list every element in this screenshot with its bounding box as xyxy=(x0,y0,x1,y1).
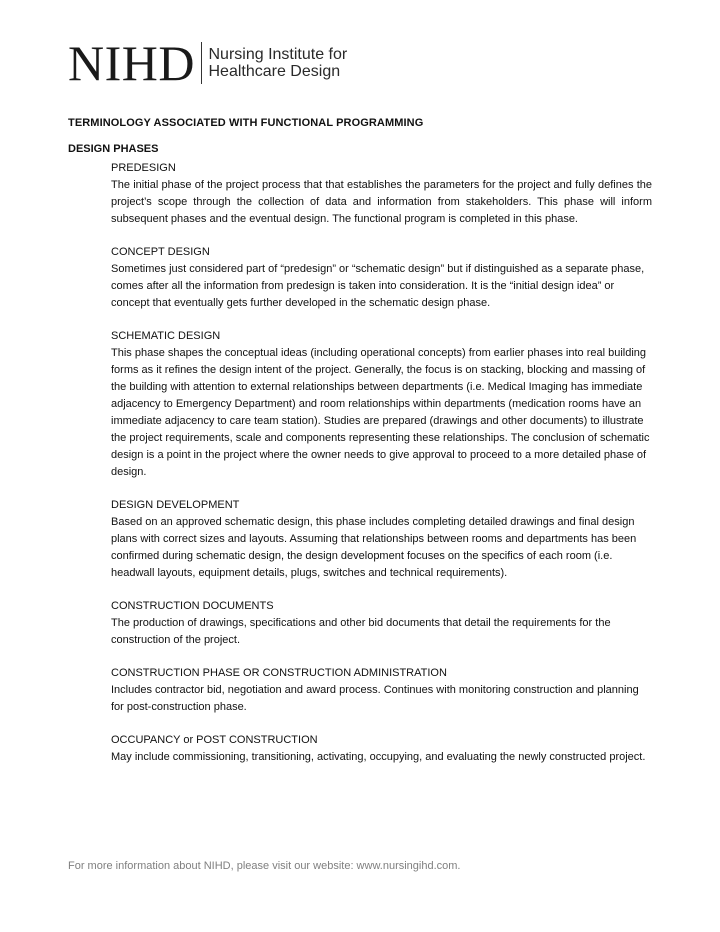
document-title: TERMINOLOGY ASSOCIATED WITH FUNCTIONAL PROGRAMMING xyxy=(68,117,424,129)
logo-line-1: Nursing Institute for xyxy=(208,46,348,63)
phase-description: Based on an approved schematic design, this phase includes completing detailed drawings and final design plans with correct sizes and layouts. Assuming that relationships between rooms and departments has been confirmed during schematic design, the design development focuses on the specifics of each room (i.e. headwall layouts, equipment details, plugs, switches and technical requirements). xyxy=(111,516,637,579)
logo-mark: NIHD xyxy=(68,35,195,91)
phase-description: This phase shapes the conceptual ideas (including operational concepts) from earlier phases into real building forms as it refines the design intent of the project. Generally, the focus is on stacking, blocking and massing of the building with attention to external relationships between departments (i.e. Medical Imaging has immediate adjacency to Emergency Department) and room relationships within departments (medication rooms have an immediate adjacency to care team station). Studies are prepared (drawings and other documents) to illustrate the project requirements, scale and components representing these relationships. The conclusion of schematic design is a point in the project where the owner needs to give approval to proceed to a more detailed phase of design. xyxy=(111,347,650,478)
phase-construction-documents xyxy=(111,598,652,649)
logo-text xyxy=(208,46,347,80)
phase-occupancy xyxy=(111,732,652,766)
footer-note: For more information about NIHD, please visit our website: www.nursingihd.com. xyxy=(68,860,461,872)
phase-name: DESIGN DEVELOPMENT xyxy=(111,499,240,511)
phase-description: May include commissioning, transitioning, activating, occupying, and evaluating the newly constructed project. xyxy=(111,751,646,763)
phase-construction-administration xyxy=(111,665,652,716)
phase-description: The initial phase of the project process that that establishes the parameters for the project and fully defines the project’s scope through the collection of data and information from stakeholders. This phase will inform subsequent phases and the eventual design. The functional program is completed in this phase. xyxy=(111,179,652,225)
phase-predesign xyxy=(111,160,652,228)
phase-description: Includes contractor bid, negotiation and award process. Continues with monitoring construction and planning for post-construction phase. xyxy=(111,684,639,713)
phase-name: OCCUPANCY or POST CONSTRUCTION xyxy=(111,734,318,746)
phase-name: SCHEMATIC DESIGN xyxy=(111,330,221,342)
phase-schematic-design xyxy=(111,328,652,481)
logo-divider xyxy=(201,42,203,84)
nihd-logo xyxy=(68,35,348,91)
phase-concept-design xyxy=(111,244,652,312)
phase-design-development xyxy=(111,497,652,582)
phase-name: CONSTRUCTION PHASE OR CONSTRUCTION ADMINISTRATION xyxy=(111,667,447,679)
logo-line-2: Healthcare Design xyxy=(208,63,341,80)
phase-name: CONCEPT DESIGN xyxy=(111,246,210,258)
phase-description: The production of drawings, specifications and other bid documents that detail the requirements for the construction of the project. xyxy=(111,617,611,646)
phase-name: CONSTRUCTION DOCUMENTS xyxy=(111,600,274,612)
design-phases-list xyxy=(111,160,652,782)
phase-name: PREDESIGN xyxy=(111,162,176,174)
phase-description: Sometimes just considered part of “predesign” or “schematic design” but if distinguished as a separate phase, comes after all the information from predesign is taken into consideration. It is the “initial design idea” or concept that eventually gets further developed in the schematic design phase. xyxy=(111,263,645,309)
section-heading-design-phases: DESIGN PHASES xyxy=(68,143,159,155)
